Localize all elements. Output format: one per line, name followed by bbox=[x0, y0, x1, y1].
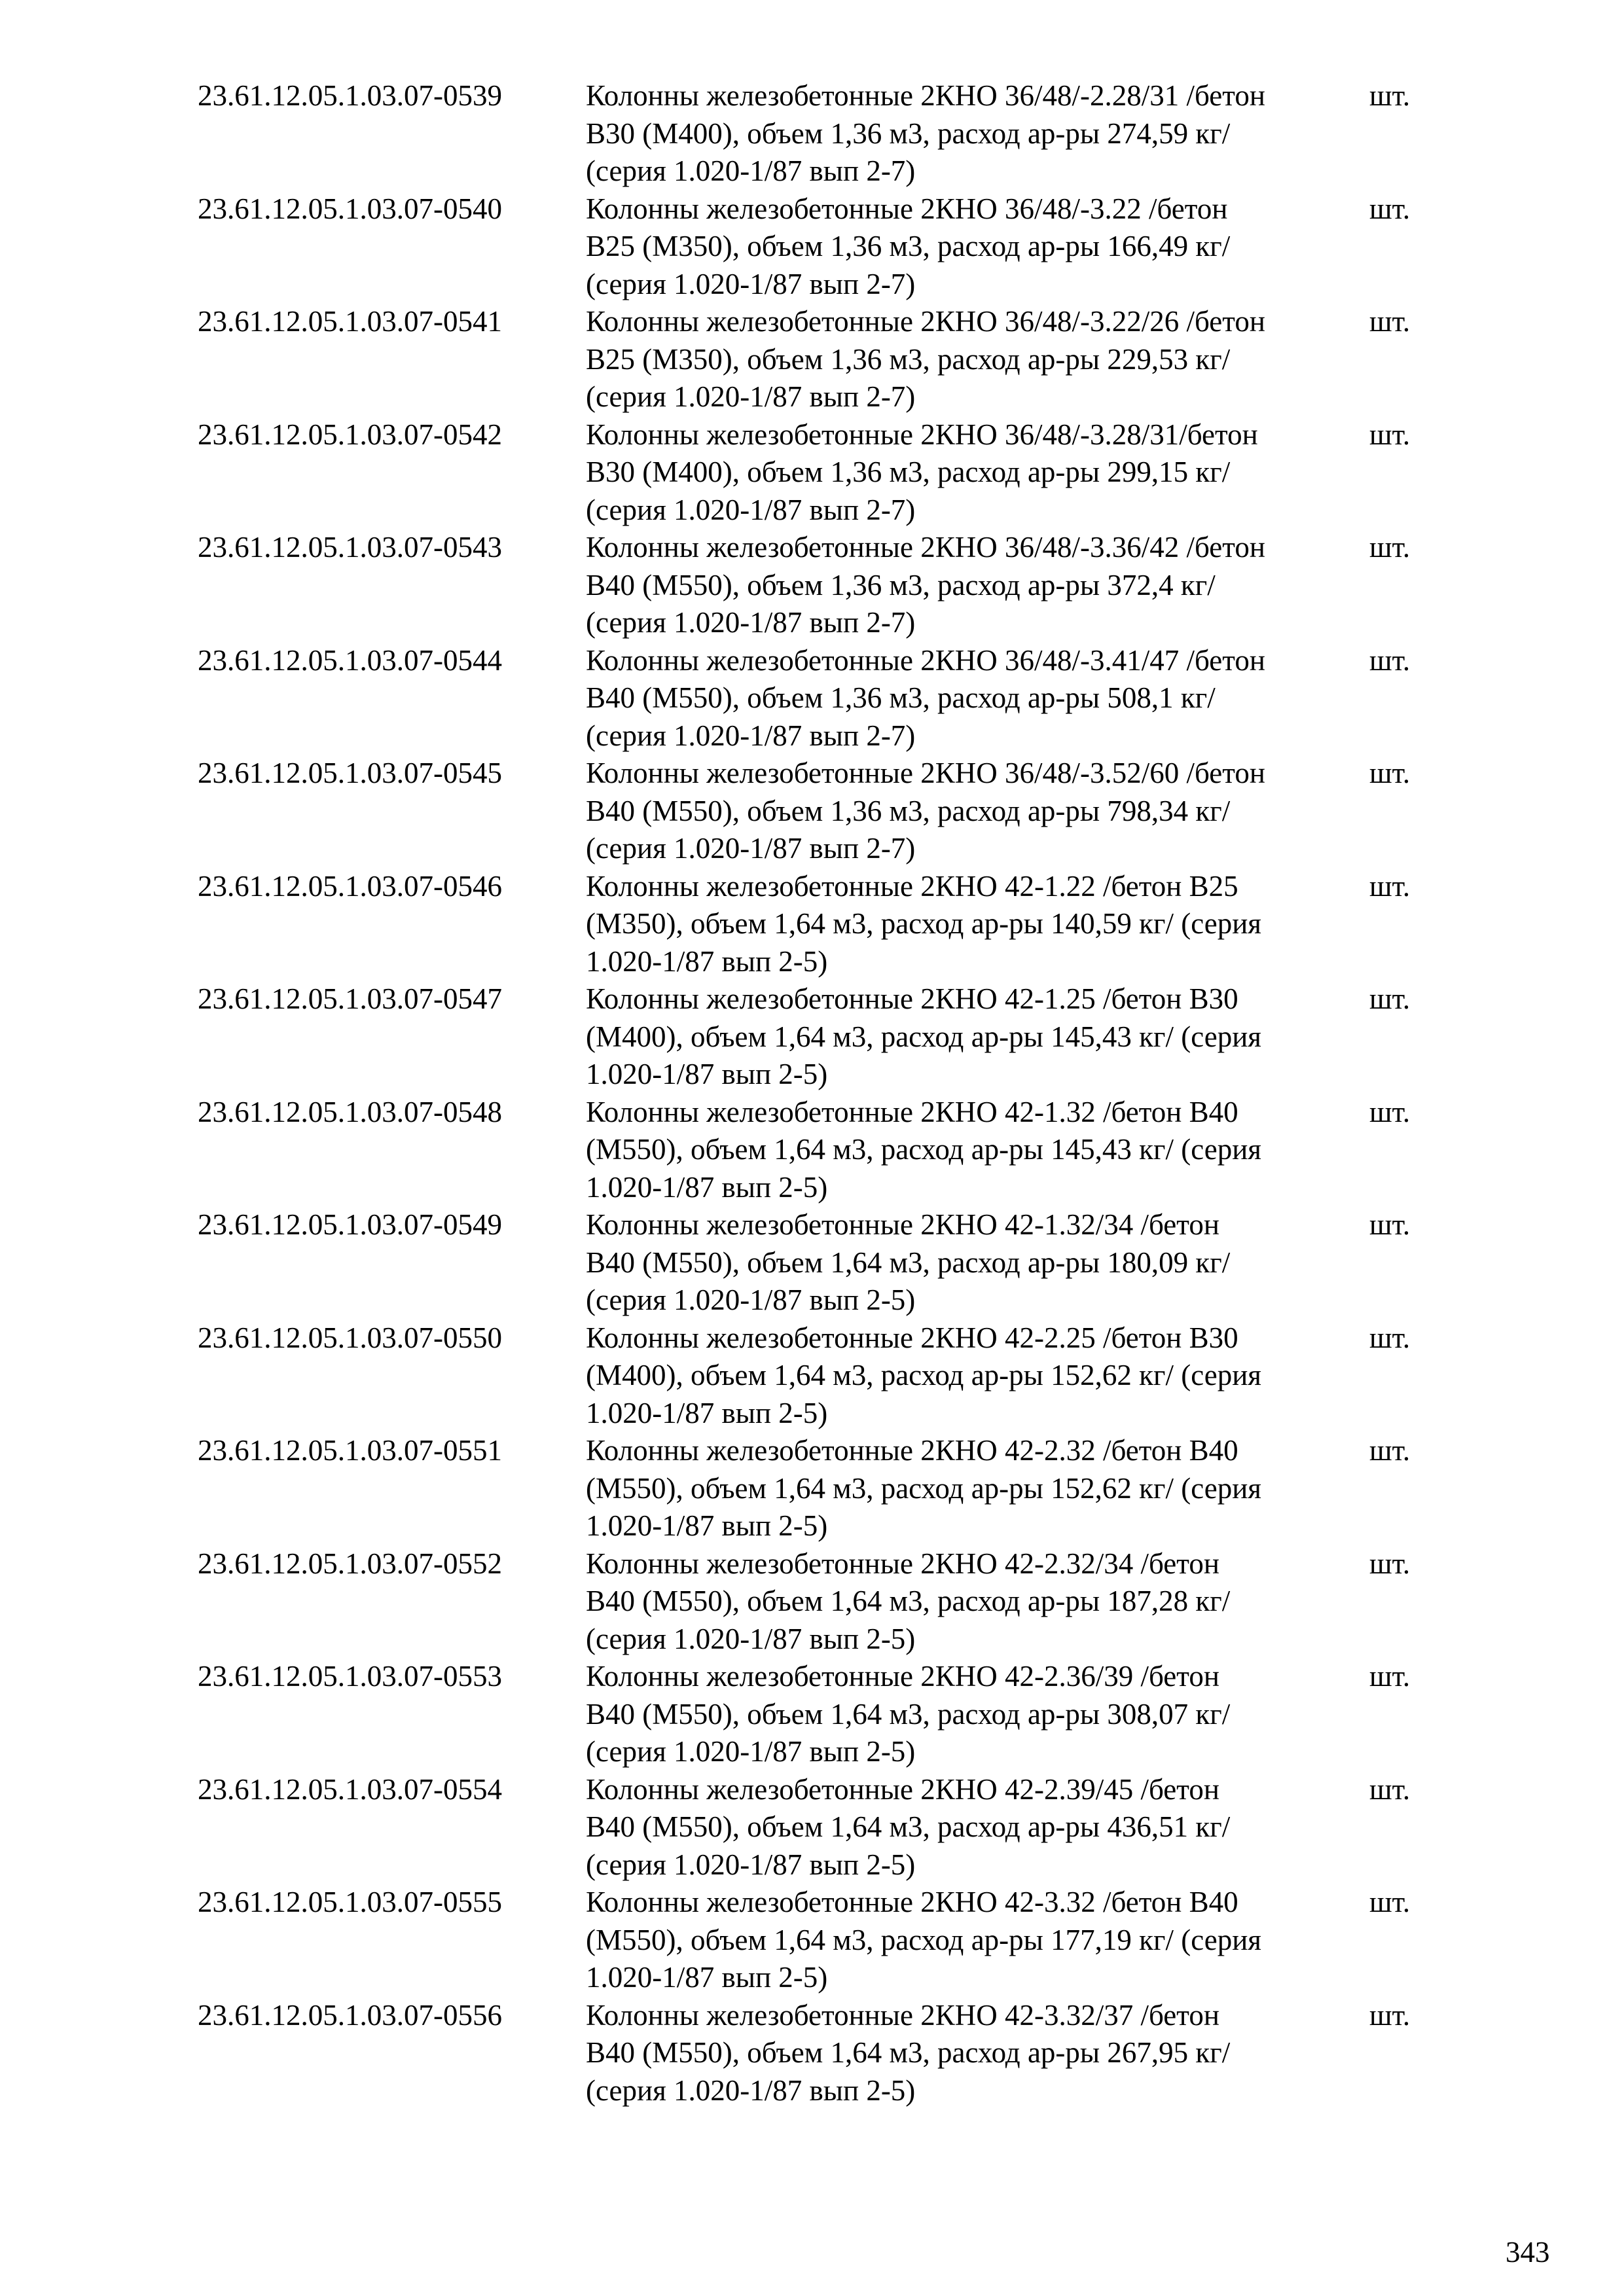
description-line: Колонны железобетонные 2КНО 36/48/-3.52/60 /бетон bbox=[586, 757, 1265, 789]
unit-of-measure: шт. bbox=[1369, 869, 1411, 903]
resource-code: 23.61.12.05.1.03.07-0553 bbox=[198, 1660, 502, 1693]
description-line: Колонны железобетонные 2КНО 42-3.32 /бетон В40 bbox=[586, 1886, 1238, 1918]
description-line: Колонны железобетонные 2КНО 36/48/-2.28/31 /бетон bbox=[586, 79, 1265, 112]
resource-code: 23.61.12.05.1.03.07-0539 bbox=[198, 79, 502, 112]
description-line: Колонны железобетонные 2КНО 42-3.32/37 /бетон bbox=[586, 1998, 1219, 2032]
description-line: (М400), объем 1,64 м3, расход ар-ры 145,43 кг/ (серия bbox=[586, 1020, 1261, 1053]
description-line: Колонны железобетонные 2КНО 36/48/-3.28/31/бетон bbox=[586, 418, 1258, 451]
resource-description bbox=[586, 1432, 1339, 1545]
description-line: В40 (М550), объем 1,64 м3, расход ар-ры 180,09 кг/ bbox=[586, 1246, 1231, 1279]
resource-code: 23.61.12.05.1.03.07-0540 bbox=[198, 192, 502, 225]
resource-code: 23.61.12.05.1.03.07-0545 bbox=[198, 757, 502, 789]
description-line: (серия 1.020-1/87 вып 2-7) bbox=[586, 832, 916, 865]
description-line: (серия 1.020-1/87 вып 2-7) bbox=[586, 380, 916, 413]
table-row bbox=[198, 868, 1441, 981]
unit-of-measure: шт. bbox=[1369, 1772, 1411, 1806]
resource-code: 23.61.12.05.1.03.07-0554 bbox=[198, 1772, 502, 1806]
table-row bbox=[198, 1658, 1441, 1771]
description-line: Колонны железобетонные 2КНО 36/48/-3.36/42 /бетон bbox=[586, 531, 1265, 564]
resource-description bbox=[586, 1094, 1339, 1207]
unit-of-measure: шт. bbox=[1369, 1434, 1411, 1467]
description-line: Колонны железобетонные 2КНО 42-1.22 /бетон В25 bbox=[586, 869, 1238, 903]
description-line: Колонны железобетонные 2КНО 42-2.25 /бетон В30 bbox=[586, 1321, 1238, 1354]
description-line: Колонны железобетонные 2КНО 42-2.39/45 /бетон bbox=[586, 1772, 1219, 1806]
description-line: В40 (М550), объем 1,36 м3, расход ар-ры 372,4 кг/ bbox=[586, 568, 1216, 601]
resource-code: 23.61.12.05.1.03.07-0551 bbox=[198, 1434, 502, 1467]
table-row bbox=[198, 529, 1441, 642]
unit-of-measure: шт. bbox=[1369, 1660, 1411, 1693]
description-line: В30 (М400), объем 1,36 м3, расход ар-ры 299,15 кг/ bbox=[586, 456, 1231, 488]
table-row bbox=[198, 1206, 1441, 1319]
resource-code: 23.61.12.05.1.03.07-0555 bbox=[198, 1886, 502, 1918]
unit-of-measure: шт. bbox=[1369, 1998, 1411, 2032]
unit-of-measure: шт. bbox=[1369, 1886, 1411, 1918]
resource-code: 23.61.12.05.1.03.07-0547 bbox=[198, 982, 502, 1015]
table-row bbox=[198, 1545, 1441, 1659]
description-line: (серия 1.020-1/87 вып 2-5) bbox=[586, 1283, 916, 1316]
resource-description bbox=[586, 77, 1339, 190]
unit-of-measure: шт. bbox=[1369, 418, 1411, 451]
description-line: (серия 1.020-1/87 вып 2-7) bbox=[586, 267, 916, 300]
table-row bbox=[198, 190, 1441, 304]
description-line: В40 (М550), объем 1,36 м3, расход ар-ры 508,1 кг/ bbox=[586, 681, 1216, 714]
price-list-table bbox=[198, 77, 1441, 2109]
unit-of-measure: шт. bbox=[1369, 531, 1411, 564]
page-number: 343 bbox=[1506, 2236, 1550, 2269]
description-line: (серия 1.020-1/87 вып 2-5) bbox=[586, 1735, 916, 1768]
description-line: (серия 1.020-1/87 вып 2-7) bbox=[586, 719, 916, 752]
unit-of-measure: шт. bbox=[1369, 1208, 1411, 1241]
description-line: Колонны железобетонные 2КНО 36/48/-3.22 /бетон bbox=[586, 192, 1228, 225]
table-row bbox=[198, 1997, 1441, 2110]
resource-code: 23.61.12.05.1.03.07-0552 bbox=[198, 1547, 502, 1580]
description-line: Колонны железобетонные 2КНО 42-1.25 /бетон В30 bbox=[586, 982, 1238, 1015]
table-row bbox=[198, 1094, 1441, 1207]
description-line: 1.020-1/87 вып 2-5) bbox=[586, 1058, 828, 1090]
description-line: (серия 1.020-1/87 вып 2-5) bbox=[586, 1848, 916, 1881]
description-line: (М550), объем 1,64 м3, расход ар-ры 145,43 кг/ (серия bbox=[586, 1133, 1261, 1166]
table-row bbox=[198, 642, 1441, 755]
resource-code: 23.61.12.05.1.03.07-0544 bbox=[198, 643, 502, 677]
resource-description bbox=[586, 416, 1339, 529]
resource-code: 23.61.12.05.1.03.07-0543 bbox=[198, 531, 502, 564]
description-line: (серия 1.020-1/87 вып 2-7) bbox=[586, 154, 916, 187]
description-line: Колонны железобетонные 2КНО 42-2.36/39 /бетон bbox=[586, 1660, 1219, 1693]
description-line: Колонны железобетонные 2КНО 36/48/-3.41/47 /бетон bbox=[586, 643, 1265, 677]
table-row bbox=[198, 77, 1441, 190]
resource-description bbox=[586, 1319, 1339, 1433]
description-line: Колонны железобетонные 2КНО 42-2.32/34 /бетон bbox=[586, 1547, 1219, 1580]
description-line: (серия 1.020-1/87 вып 2-7) bbox=[586, 493, 916, 526]
resource-description bbox=[586, 642, 1339, 755]
table-row bbox=[198, 1319, 1441, 1433]
table-row bbox=[198, 1771, 1441, 1884]
unit-of-measure: шт. bbox=[1369, 982, 1411, 1015]
description-line: В40 (М550), объем 1,64 м3, расход ар-ры 308,07 кг/ bbox=[586, 1697, 1231, 1731]
unit-of-measure: шт. bbox=[1369, 1321, 1411, 1354]
resource-description bbox=[586, 755, 1339, 868]
description-line: Колонны железобетонные 2КНО 42-1.32 /бетон В40 bbox=[586, 1095, 1238, 1128]
description-line: В25 (М350), объем 1,36 м3, расход ар-ры 166,49 кг/ bbox=[586, 230, 1231, 262]
description-line: (серия 1.020-1/87 вып 2-5) bbox=[586, 2073, 916, 2107]
resource-description bbox=[586, 1997, 1339, 2110]
resource-code: 23.61.12.05.1.03.07-0550 bbox=[198, 1321, 502, 1354]
unit-of-measure: шт. bbox=[1369, 1095, 1411, 1128]
description-line: Колонны железобетонные 2КНО 36/48/-3.22/26 /бетон bbox=[586, 305, 1265, 338]
description-line: (М400), объем 1,64 м3, расход ар-ры 152,62 кг/ (серия bbox=[586, 1359, 1261, 1391]
table-row bbox=[198, 1432, 1441, 1545]
description-line: (М550), объем 1,64 м3, расход ар-ры 152,62 кг/ (серия bbox=[586, 1471, 1261, 1505]
resource-code: 23.61.12.05.1.03.07-0556 bbox=[198, 1998, 502, 2032]
resource-code: 23.61.12.05.1.03.07-0548 bbox=[198, 1095, 502, 1128]
resource-code: 23.61.12.05.1.03.07-0549 bbox=[198, 1208, 502, 1241]
description-line: 1.020-1/87 вып 2-5) bbox=[586, 1509, 828, 1542]
resource-description bbox=[586, 1545, 1339, 1659]
resource-description bbox=[586, 1658, 1339, 1771]
resource-description bbox=[586, 868, 1339, 981]
unit-of-measure: шт. bbox=[1369, 192, 1411, 225]
description-line: (М350), объем 1,64 м3, расход ар-ры 140,59 кг/ (серия bbox=[586, 907, 1261, 940]
description-line: (серия 1.020-1/87 вып 2-5) bbox=[586, 1622, 916, 1655]
description-line: 1.020-1/87 вып 2-5) bbox=[586, 1396, 828, 1429]
table-row bbox=[198, 303, 1441, 416]
description-line: В40 (М550), объем 1,64 м3, расход ар-ры 267,95 кг/ bbox=[586, 2036, 1231, 2069]
resource-code: 23.61.12.05.1.03.07-0546 bbox=[198, 869, 502, 903]
unit-of-measure: шт. bbox=[1369, 757, 1411, 789]
resource-code: 23.61.12.05.1.03.07-0542 bbox=[198, 418, 502, 451]
description-line: Колонны железобетонные 2КНО 42-1.32/34 /бетон bbox=[586, 1208, 1219, 1241]
description-line: Колонны железобетонные 2КНО 42-2.32 /бетон В40 bbox=[586, 1434, 1238, 1467]
resource-description bbox=[586, 1884, 1339, 1997]
description-line: В40 (М550), объем 1,64 м3, расход ар-ры 436,51 кг/ bbox=[586, 1810, 1231, 1843]
description-line: В40 (М550), объем 1,64 м3, расход ар-ры 187,28 кг/ bbox=[586, 1585, 1231, 1617]
resource-description bbox=[586, 303, 1339, 416]
unit-of-measure: шт. bbox=[1369, 1547, 1411, 1580]
description-line: 1.020-1/87 вып 2-5) bbox=[586, 1170, 828, 1204]
resource-description bbox=[586, 1206, 1339, 1319]
unit-of-measure: шт. bbox=[1369, 79, 1411, 112]
table-row bbox=[198, 1884, 1441, 1997]
resource-description bbox=[586, 190, 1339, 304]
table-row bbox=[198, 755, 1441, 868]
table-row bbox=[198, 416, 1441, 529]
description-line: В40 (М550), объем 1,36 м3, расход ар-ры 798,34 кг/ bbox=[586, 794, 1231, 827]
resource-description bbox=[586, 529, 1339, 642]
description-line: В30 (М400), объем 1,36 м3, расход ар-ры 274,59 кг/ bbox=[586, 117, 1231, 150]
resource-code: 23.61.12.05.1.03.07-0541 bbox=[198, 305, 502, 338]
description-line: (М550), объем 1,64 м3, расход ар-ры 177,19 кг/ (серия bbox=[586, 1923, 1261, 1956]
description-line: В25 (М350), объем 1,36 м3, расход ар-ры 229,53 кг/ bbox=[586, 342, 1231, 376]
table-row bbox=[198, 980, 1441, 1094]
resource-description bbox=[586, 1771, 1339, 1884]
unit-of-measure: шт. bbox=[1369, 643, 1411, 677]
description-line: 1.020-1/87 вып 2-5) bbox=[586, 1961, 828, 1994]
description-line: (серия 1.020-1/87 вып 2-7) bbox=[586, 606, 916, 639]
description-line: 1.020-1/87 вып 2-5) bbox=[586, 944, 828, 978]
unit-of-measure: шт. bbox=[1369, 305, 1411, 338]
resource-description bbox=[586, 980, 1339, 1094]
